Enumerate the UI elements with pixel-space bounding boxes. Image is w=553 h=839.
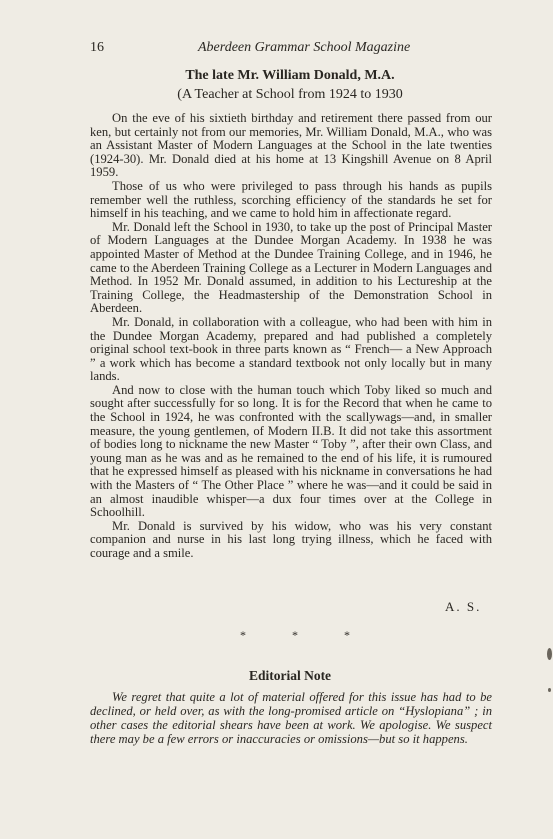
article-body [90, 112, 492, 561]
paper-speck [548, 688, 551, 692]
author-signature: A. S. [445, 599, 482, 614]
article-paragraph: Those of us who were privileged to pass through his hands as pupils remember well the ruthless, scorching efficiency of the standards he set for himself in his teaching, and we came to hold him in affectionate regard. [90, 178, 492, 221]
article-paragraph: On the eve of his sixtieth birthday and retirement there passed from our ken, but certainly not from our memories, Mr. William Donald, M.A., who was an Assistant Master of Modern Languages at the School in the late twenties (1924-30). Mr. Donald died at his home at 13 Kingshill Avenue on 8 April 1959. [90, 111, 492, 180]
running-title: Aberdeen Grammar School Magazine [198, 40, 411, 55]
article-paragraph: Mr. Donald, in collaboration with a colleague, who had been with him in the Dundee Morgan Academy, prepared and had published a completely original school text-book in three parts known as “ French— a New Approach ” a work which has become a standard textbook not only locally but in many lands. [90, 314, 492, 384]
article-paragraph: Mr. Donald is survived by his widow, who was his very constant companion and nurse in his last long trying illness, which he faced with courage and a smile. [90, 518, 492, 560]
separator-star: * [240, 628, 246, 642]
editorial-note-body [90, 690, 492, 746]
editorial-note-text: We regret that quite a lot of material offered for this issue has had to be declined, or held over, as with the long-promised article on “Hyslopiana” ; in other cases the editorial shears have been at work. We apologise. We suspect there may be a few errors or inaccuracies or omissions—but so it happens. [90, 690, 492, 746]
article-title: The late Mr. William Donald, M.A. [185, 68, 395, 83]
separator-star: * [344, 628, 350, 642]
paper-speck [547, 648, 552, 660]
page-number: 16 [90, 40, 104, 55]
article-paragraph: And now to close with the human touch which Toby liked so much and sought after successfully for so long. It is for the Record that when he came to the School in 1924, he was confronted with the scallywags—and, in smaller measure, the young gentlemen, of Modern II.B. It did not take this assortment of bodies long to nickname the new Master “ Toby ”, after their own Class, and young man as he was and as he remained to the end of his life, it is rumoured that he expressed himself as pleased with his nickname in conversations he had with the Masters of “ The Other Place ” where he was—and it could be said in an almost inaudible whisper—a dux four times over at the College in Schoolhill. [90, 382, 492, 520]
page-header [90, 40, 493, 60]
section-separator [240, 628, 350, 643]
article-paragraph: Mr. Donald left the School in 1930, to take up the post of Principal Master of Modern Languages at the Dundee Morgan Academy. In 1938 he was appointed Master of Method at the Dundee Training College, and in 1946, he came to the Aberdeen Training College as a Lecturer in Modern Languages and Method. In 1952 Mr. Donald assumed, in addition to his Lectureship at the Training College, the Headmastership of the Demonstration School in Aberdeen. [90, 219, 492, 316]
article-subtitle: (A Teacher at School from 1924 to 1930 [177, 87, 403, 102]
separator-star: * [292, 628, 298, 642]
editorial-note-heading: Editorial Note [248, 668, 332, 683]
